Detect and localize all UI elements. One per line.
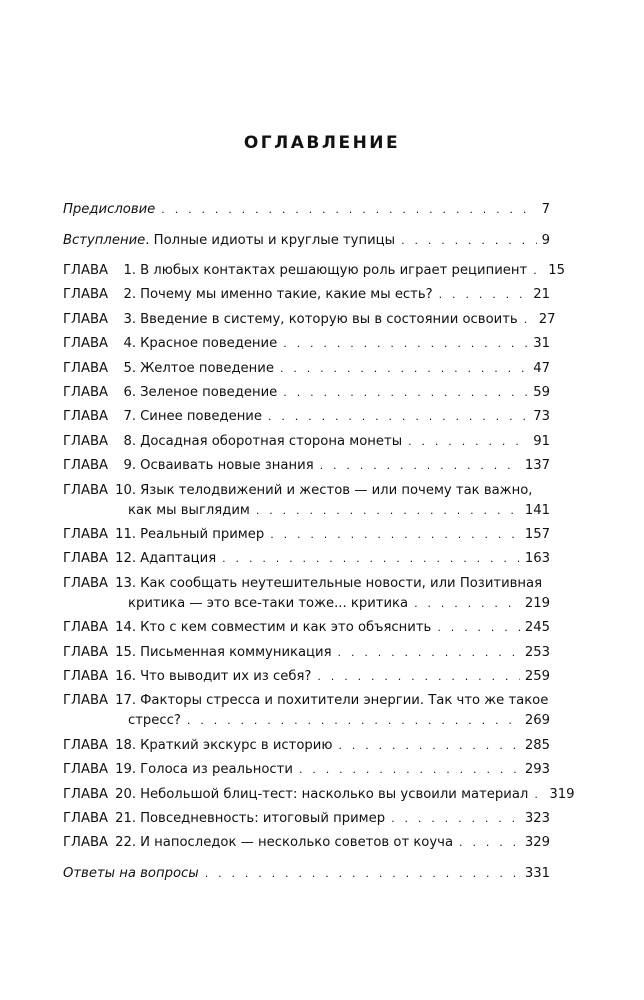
chapter-number [63,334,136,354]
toc-entry-chapter[interactable] [63,643,550,663]
chapter-number [63,736,136,756]
toc-page-number: 219 [524,595,550,611]
chapter-num: 3. [123,311,137,327]
toc-entry-title-italic: Вступление [63,233,146,248]
chapter-num: 8. [123,433,137,449]
toc-page-number: 285 [524,737,550,753]
dot-leader [524,310,534,330]
chapter-number [63,549,136,569]
chapter-word: ГЛАВА [63,385,109,400]
chapter-word: ГЛАВА [63,433,109,449]
toc-entry-chapter[interactable] [63,667,550,687]
toc-entry-answers[interactable] [63,864,550,884]
chapter-word: ГЛАВА [63,693,109,709]
toc-page-number: 319 [549,786,575,802]
dot-leader [338,736,519,756]
chapter-num: 19. [115,762,137,778]
toc-page-number: 329 [524,835,550,851]
toc-entry-title: Досадная оборотная сторона монеты [140,433,403,449]
chapter-word: ГЛАВА [63,669,109,684]
toc-entry-chapter[interactable] [63,525,550,545]
chapter-num: 2. [123,287,137,303]
dot-leader [534,785,544,805]
dot-leader [270,525,520,545]
toc-entry-title: Повседневность: итоговый пример [140,811,386,826]
chapter-num: 22. [115,835,137,851]
chapter-word: ГЛАВА [63,409,109,425]
dot-leader [414,594,520,614]
toc-entry-chapter[interactable] [63,785,575,805]
toc-entry-title [63,231,395,251]
chapter-number [63,618,136,638]
chapter-number [63,407,136,427]
toc-page-number: 91 [533,433,550,449]
toc-entry-intro[interactable] [63,231,550,251]
toc-entry-chapter[interactable] [63,618,550,638]
toc-page-number: 293 [524,762,550,778]
toc-entry-title: Ответы на вопросы [63,865,199,881]
toc-entry-chapter[interactable] [63,760,550,780]
chapter-word: ГЛАВА [63,811,109,826]
chapter-num: 20. [115,786,137,802]
toc-page-number: 141 [524,502,550,518]
chapter-num: 18. [115,737,137,753]
toc-page-number: 157 [524,527,550,542]
dot-leader [161,200,536,220]
dot-leader [533,261,543,281]
chapter-num: 4. [123,336,137,352]
toc-entry-title: Реальный пример [140,527,265,542]
toc-page-number: 163 [524,551,550,567]
toc-entry-chapter[interactable] [63,481,550,501]
chapter-num: 1. [123,263,137,278]
toc-page-number: 9 [541,233,550,248]
chapter-num: 9. [123,458,137,474]
chapter-number [63,525,136,545]
chapter-number [63,261,136,281]
toc-entry-title: Зеленое поведение [140,385,278,400]
toc-page-number: 259 [524,669,550,684]
chapter-num: 15. [115,644,137,660]
dot-leader [437,618,520,638]
chapter-number [63,809,136,829]
chapter-number [63,383,136,403]
toc-entry-title: Почему мы именно такие, какие мы есть? [140,287,433,303]
toc-entry-chapter[interactable] [63,833,550,853]
chapter-number [63,359,136,379]
chapter-word: ГЛАВА [63,458,109,474]
chapter-word: ГЛАВА [63,551,109,567]
chapter-number [63,643,136,663]
toc-entry-chapter[interactable] [63,456,550,476]
toc-entry-title: В любых контактах решающую роль играет реципиент [140,263,528,278]
dot-leader [408,432,528,452]
toc-page-number: 323 [524,811,550,826]
chapter-number [63,456,136,476]
toc-entry-title: Введение в систему, которую вы в состоянии освоить [140,311,518,327]
chapter-word: ГЛАВА [63,360,109,376]
toc-entry-chapter[interactable] [63,549,550,569]
chapter-word: ГЛАВА [63,786,109,802]
table-of-contents [63,0,575,1000]
chapter-num: 17. [115,693,137,709]
dot-leader [338,643,520,663]
chapter-word: ГЛАВА [63,737,109,753]
toc-entry-chapter[interactable] [63,334,550,354]
toc-entry-title: Красное поведение [140,336,278,352]
dot-leader [280,359,528,379]
chapter-word: ГЛАВА [63,336,109,352]
toc-entry-title: Голоса из реальности [140,762,293,778]
dot-leader [299,760,520,780]
toc-entry-chapter[interactable] [63,407,550,427]
dot-leader [268,407,528,427]
toc-entry-title: Что выводит их из себя? [140,669,312,684]
chapter-number [63,310,136,330]
toc-entry-chapter[interactable] [63,285,550,305]
dot-leader [205,864,520,884]
chapter-number [63,574,136,594]
chapter-word: ГЛАВА [63,527,109,542]
toc-entry-title: Кто с кем совместим и как это объяснить [140,620,432,636]
toc-entry-chapter[interactable] [63,574,550,594]
toc-page-number: 15 [548,263,565,278]
toc-page-number: 73 [533,409,550,425]
dot-leader [187,711,520,731]
dot-leader [320,456,520,476]
chapter-word: ГЛАВА [63,644,109,660]
toc-entry-chapter[interactable] [63,261,565,281]
chapter-num: 12. [115,551,137,567]
toc-page-number: 137 [524,458,550,474]
toc-entry-chapter[interactable] [63,691,550,711]
chapter-num: 16. [115,669,137,684]
chapter-word: ГЛАВА [63,263,109,278]
toc-entry-title: Как сообщать неутешительные новости, или Позитивная [140,575,543,591]
toc-entry-title: И напоследок — несколько советов от коуча [140,835,454,851]
chapter-number [63,760,136,780]
chapter-number [63,833,136,853]
toc-entry-title: Факторы стресса и похитители энергии. Так что же такое [140,693,549,709]
toc-page-number: 245 [524,620,550,636]
toc-page-number: 7 [541,202,550,217]
toc-entry-title: Письменная коммуникация [140,644,332,660]
chapter-number [63,785,136,805]
toc-entry-title: Краткий экскурс в историю [140,737,333,753]
dot-leader [283,334,528,354]
chapter-number [63,285,136,305]
chapter-num: 5. [123,360,137,376]
chapter-num: 13. [115,575,137,591]
dot-leader [391,809,520,829]
toc-page-number: 31 [533,336,550,352]
toc-entry-title: Язык телодвижений и жестов — или почему так важно, [140,482,533,498]
toc-entry-title-rest: . Полные идиоты и круглые тупицы [145,233,396,248]
toc-page-number: 47 [533,360,550,376]
toc-entry-chapter[interactable] [63,809,550,829]
chapter-num: 10. [115,482,137,498]
toc-entry-title: Осваивать новые знания [140,458,314,474]
chapter-word: ГЛАВА [63,620,109,636]
chapter-num: 21. [115,811,137,826]
chapter-word: ГЛАВА [63,575,109,591]
toc-entry-chapter-continued[interactable] [63,711,550,731]
chapter-word: ГЛАВА [63,762,109,778]
toc-page-number: 331 [524,865,550,881]
dot-leader [459,833,520,853]
page-title: ОГЛАВЛЕНИЕ [243,133,401,153]
toc-page-number: 27 [538,311,556,327]
dot-leader [256,501,520,521]
chapter-word: ГЛАВА [63,311,109,327]
chapter-number [63,432,136,452]
toc-entry-title-continued: как мы выглядим [128,502,250,518]
chapter-word: ГЛАВА [63,482,109,498]
toc-entry-title: Синее поведение [140,409,262,425]
dot-leader [317,667,519,687]
toc-page-number: 253 [524,644,550,660]
toc-page-number: 269 [524,713,550,729]
chapter-num: 6. [123,385,137,400]
toc-entry-chapter[interactable] [63,310,556,330]
toc-entry-chapter[interactable] [63,736,550,756]
toc-entry-chapter[interactable] [63,432,550,452]
chapter-number [63,667,136,687]
chapter-number [63,481,136,501]
chapter-num: 14. [115,620,137,636]
dot-leader [401,231,537,251]
dot-leader [222,549,520,569]
toc-entry-chapter[interactable] [63,383,550,403]
toc-entry-title: Предисловие [63,202,156,217]
toc-entry-chapter-continued[interactable] [63,501,550,521]
toc-page-number: 21 [533,287,550,303]
toc-entry-chapter[interactable] [63,359,550,379]
toc-entry-title: Желтое поведение [140,360,274,376]
toc-entry-chapter-continued[interactable] [63,594,550,614]
chapter-word: ГЛАВА [63,287,109,303]
chapter-num: 7. [123,409,137,425]
toc-entry-title: Небольшой блиц-тест: насколько вы усвоили материал [140,786,529,802]
toc-entry-title: Адаптация [140,551,217,567]
chapter-number [63,691,136,711]
dot-leader [439,285,529,305]
toc-entry-preface[interactable] [63,200,550,220]
toc-entry-title-continued: стресс? [128,713,181,729]
chapter-num: 11. [115,527,137,542]
dot-leader [283,383,528,403]
toc-entry-title-continued: критика — это все-таки тоже... критика [128,595,409,611]
chapter-word: ГЛАВА [63,835,109,851]
toc-page-number: 59 [533,385,550,400]
